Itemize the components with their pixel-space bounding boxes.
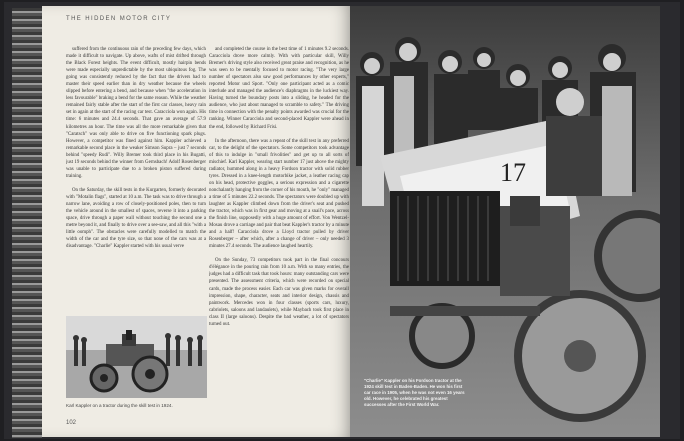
paragraph: and completed the course in the best time of 1 minutes 9.2 seconds. Caracciola drove more calmly. With with particular skill, Willy Bremer's driving style also received great praise and recognition, as he was seen to be mentally focused to motor racing. "The very large number of spectators also saw good performances by other experts," reported Motor und Sport. "Only one participant acted as a comic interlude and managed the audience's diaphragms in the luckiest way. Having turned the boundary posts into a sliding, he headed for the audience, who just about managed to scramble to safety." The driving time in connection with the penalty points awarded was crucial for the ranking. Winner Caracciola and second-placed Kappler were ahead in the end, followed by Richard Frisi. xyxy=(209,47,349,130)
photo-caption-small: Karl Kappler on a tractor during the skill test in 1924. xyxy=(66,403,173,408)
paragraph: On the Sunday, 73 competitors took part in the final concours d'élégance in the pouring rain from 10 a.m. With so many entries, the judges had a difficult task that took hours: many outstanding cars were presented. The assessment criteria, which were recorded on special cards, made the process easier. Each car was given marks for overall impression, shape, character, seats and interior design, chassis and paintwork. Mercedes won in four classes (sports cars, luxury, cabriolets, saloons and landaulets), while Maybach took first place in class II (large saloons). Despite the bad weather, a lot of spectators turned out. xyxy=(209,258,349,327)
tractor-photo-large xyxy=(350,6,660,437)
text-column-right xyxy=(209,46,349,426)
tractor-photo-graphic xyxy=(66,316,207,398)
paragraph: suffered from the continuous rain of the preceding few days, which made it difficult to navigate. Up above, wafts of mist drifted through the Black Forest heights. The event difficult, mostly hairpin bends were made especially unpredictable by the most ubiquitous fog. The going was consistently reduced by the fact that the drivers had to master their speed earlier than in dry weather because the wheels slipped before entering a bend, and because when "the acceleration in less favourable" braking a bend for the same reason. While the weather remained fairly stable after the start of the first car classes, heavy rain set in again at the start of the racing car test. Caracciola won again. His time: 6 minutes and 24.4 seconds. That gave an average of 57.9 kilometres an hour. The time was all the more remarkable given that "Caratsch" was only able to drive on five functioning spark plugs. However, a competitor was fined against him. Kappler achieved a remarkable second place in the weaker Simson Supra – just 7 seconds behind "speedy Rudi". Willy Bremer took third place in his Bugatti, just 19 seconds behind the winner from Gernsbach! Adolf Rosenberger was unable to participate due to a broken piston suffered during training. xyxy=(66,47,206,179)
tractor-photo-small xyxy=(66,316,207,398)
paragraph: In the afternoon, there was a repeat of the skill test in any preferred car, to the delight of the spectators. Some competitors took advantage of this to indulge in "small frivolities" and get up to all sorts of mischief. Karl Kappler, wearing start number 17 just above the mighty radiator, hummed along in a heavy Fordson tractor with solid rubber tyres. Dressed in a knee-length motorbike jacket, a leather racing cap on his head, protective goggles, a serious expression and a cigarette nonchalantly hanging from the corner of his mouth, he "only" managed a time of 5 minutes 22.2 seconds. The spectators were doubled up with laughter as Kappler climbed down from the driver's seat and pushed the tractor, which was in first gear and moving at a snail's pace, across the finish line, supposedly with a huge amount of effort. Von Wentzel-Mosau drove a carriage and pair that beat Kappler's tractor by a minute and a half! Caracciola drove a Lloyd tractor pulled by driver Rosenberger – after which, after a change of driver – only needed 3 minutes 27.4 seconds. The audience laughed heartily. xyxy=(209,138,349,250)
right-page-photo xyxy=(350,6,660,437)
photo-caption-large: "Charlie" Kappler on his Fordson tractor at the 1924 skill test in Baden-Baden. He won his first car race in 1905, when he was not even 16 years old. However, he celebrated his greatest successes after the First World War. xyxy=(364,378,465,407)
paragraph: On the Saturday, the skill tests in the Kurgarten, formerly decorated with "Motalin flags", started at 10 a.m. The task was to drive through a narrow lane, avoiding a row of closely-positioned poles, then to turn the vehicle around in the smallest of spaces, reverse it into a parking space, drive through a paper wall without touching the second one a metre beyond it, and finally to drive over a see-saw, and all this "with a little oomph". The obstacles were carefully modelled to match the width of the car and the tyre size, so that none of the cars was at a disadvantage. "Charlie" Kappler started with his usual verve xyxy=(66,187,206,250)
page-edge xyxy=(12,8,42,438)
running-head: THE HIDDEN MOTOR CITY xyxy=(66,16,172,22)
open-book xyxy=(4,2,680,439)
page-number: 102 xyxy=(66,420,77,426)
text-column-left xyxy=(66,46,206,314)
left-page xyxy=(42,6,354,437)
svg-text:17: 17 xyxy=(500,158,526,187)
